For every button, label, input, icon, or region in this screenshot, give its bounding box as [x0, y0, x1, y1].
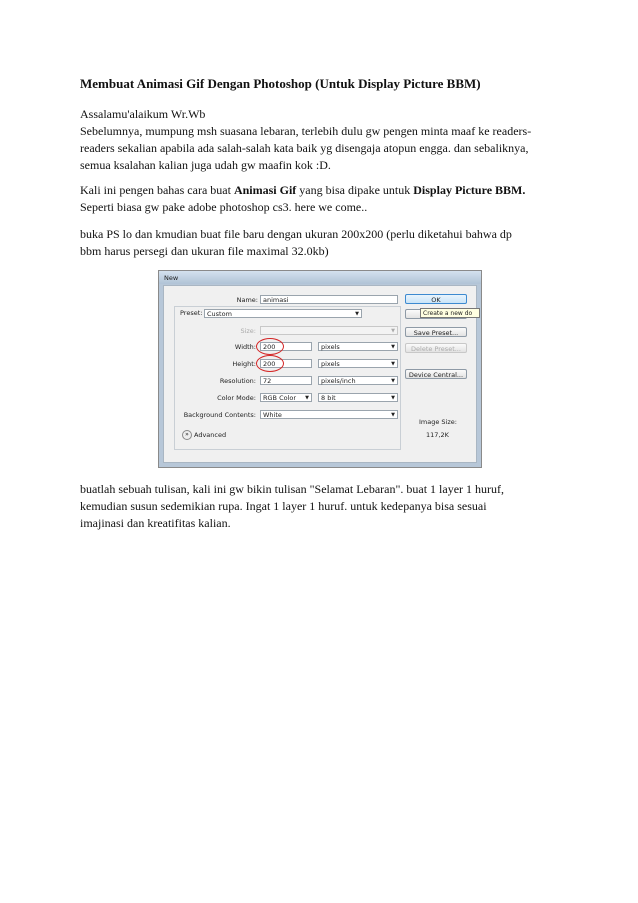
dropdown-arrow-icon: ▼ — [305, 395, 309, 401]
resolution-unit-dropdown[interactable] — [318, 376, 398, 385]
width-unit-dropdown[interactable] — [318, 342, 398, 351]
name-field[interactable]: animasi — [260, 295, 398, 304]
bold-text: Display Picture BBM. — [413, 183, 526, 197]
width-unit: pixels — [321, 343, 340, 351]
text-line: semua ksalahan kalian juga udah gw maafin kok :D. — [80, 158, 331, 172]
new-document-dialog-screenshot — [158, 270, 482, 468]
text-line: imajinasi dan kreatifitas kalian. — [80, 516, 231, 530]
closing-paragraph — [80, 481, 504, 532]
text-line: Seperti biasa gw pake adobe photoshop cs3. here we come.. — [80, 200, 368, 214]
dropdown-arrow-icon: ▼ — [391, 344, 395, 350]
greeting-paragraph — [80, 106, 531, 174]
preset-label: Preset: — [180, 309, 203, 317]
dialog-panel — [163, 285, 477, 463]
resolution-label: Resolution: — [219, 377, 256, 385]
dropdown-arrow-icon: ▼ — [391, 378, 395, 384]
image-size-label: Image Size: — [419, 418, 457, 426]
text-line: bbm harus persegi dan ukuran file maximal 32.0kb) — [80, 244, 329, 258]
size-label: Size: — [240, 327, 256, 335]
ok-button[interactable]: OK — [405, 294, 467, 304]
text-line: readers sekalian apabila ada salah-salah kata baik yg disengaja atopun engga. dan sebaliknya, — [80, 141, 529, 155]
text-run: yang bisa dipake untuk — [296, 183, 414, 197]
delete-preset-button: Delete Preset... — [405, 343, 467, 353]
advanced-label: Advanced — [194, 431, 227, 439]
intro-paragraph — [80, 182, 525, 216]
height-unit-dropdown[interactable] — [318, 359, 398, 368]
save-preset-button[interactable]: Save Preset... — [405, 327, 467, 337]
highlight-circle — [256, 338, 284, 355]
text-line: kemudian susun sedemikian rupa. Ingat 1 layer 1 huruf. untuk kedepanya bisa sesuai — [80, 499, 487, 513]
background-contents-label: Background Contents: — [183, 411, 256, 419]
document-title: Membuat Animasi Gif Dengan Photoshop (Untuk Display Picture BBM) — [80, 76, 481, 91]
width-label: Width: — [234, 343, 256, 351]
text-run: Kali ini pengen bahas cara buat — [80, 183, 234, 197]
bold-text: Animasi Gif — [233, 183, 297, 197]
color-mode-label: Color Mode: — [217, 394, 256, 402]
bit-depth-dropdown[interactable] — [318, 393, 398, 402]
resolution-field[interactable]: 72 — [260, 376, 312, 385]
name-label: Name: — [236, 296, 258, 304]
device-central-button[interactable]: Device Central... — [405, 369, 467, 379]
expand-advanced-icon[interactable]: » — [182, 430, 192, 440]
bit-depth-value: 8 bit — [321, 394, 336, 402]
color-mode-value: RGB Color — [263, 394, 297, 402]
height-field[interactable]: 200 — [260, 359, 312, 368]
dialog-title: New — [164, 274, 179, 282]
image-size-value: 117,2K — [426, 431, 449, 439]
text-line — [80, 182, 525, 199]
text-line: buka PS lo dan kmudian buat file baru dengan ukuran 200x200 (perlu diketahui bahwa dp — [80, 227, 512, 241]
width-field[interactable]: 200 — [260, 342, 312, 351]
text-line: Assalamu'alaikum Wr.Wb — [80, 107, 206, 121]
color-mode-dropdown[interactable] — [260, 393, 312, 402]
instruction-paragraph — [80, 226, 512, 260]
background-contents-dropdown[interactable] — [260, 410, 398, 419]
dropdown-arrow-icon: ▼ — [391, 361, 395, 367]
dropdown-arrow-icon: ▼ — [391, 328, 395, 334]
dropdown-arrow-icon: ▼ — [391, 412, 395, 418]
text-line: buatlah sebuah tulisan, kali ini gw bikin tulisan "Selamat Lebaran". buat 1 layer 1 huruf, — [80, 482, 505, 496]
tooltip: Create a new do — [420, 308, 480, 318]
dropdown-arrow-icon: ▼ — [391, 395, 395, 401]
resolution-unit: pixels/inch — [321, 377, 356, 385]
background-value: White — [263, 411, 282, 419]
preset-value: Custom — [207, 310, 232, 318]
height-label: Height: — [232, 360, 256, 368]
dropdown-arrow-icon: ▼ — [355, 311, 359, 317]
text-line: Sebelumnya, mumpung msh suasana lebaran, terlebih dulu gw pengen minta maaf ke readers- — [80, 124, 532, 138]
dialog-titlebar — [159, 271, 481, 284]
preset-dropdown[interactable] — [204, 309, 362, 318]
size-dropdown — [260, 326, 398, 335]
highlight-circle — [256, 355, 284, 372]
height-unit: pixels — [321, 360, 340, 368]
